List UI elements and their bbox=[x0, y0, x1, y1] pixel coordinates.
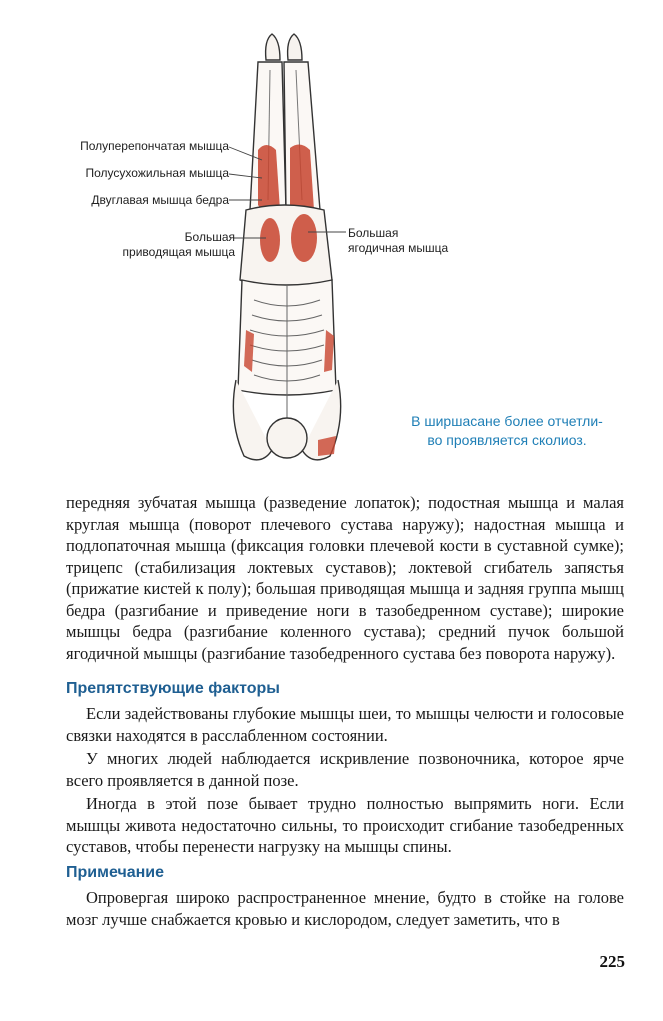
label-semimembranosus: Полуперепончатая мышца bbox=[80, 139, 229, 153]
figure-caption bbox=[392, 412, 622, 450]
paragraph-muscles bbox=[66, 492, 624, 664]
obstacles-paragraph-2: У многих людей наблюдается искривление позвоночника, которое ярче всего проявляется в данной позе. bbox=[66, 749, 624, 790]
feet bbox=[266, 34, 302, 60]
obstacles-text bbox=[66, 703, 624, 858]
paragraph-top: передняя зубчатая мышца (разведение лопаток); подостная мышца и малая круглая мышца (поворот плечевого сустава наружу); надостная мышца и подлопаточная мышца (фиксация головки плечевой кости в суставной сумке); трицепс (стабилизация локтевых суставов); локтевой сгибатель запястья (прижатие кистей к полу); большая приводящая мышца и задняя группа мышц бедра (разгибание и приведение ноги в тазобедренном суставе); широкие мышцы бедра (разгибание коленного сустава); средний пучок большой ягодичной мышцы (разгибание тазобедренного сустава без поворота наружу). bbox=[66, 493, 624, 663]
obstacles-paragraph-3: Иногда в этой позе бывает трудно полностью выпрямить ноги. Если мышцы живота недостаточно сильны, то происходит сгибание тазобедренных суставов, чтобы перенести нагрузку на мышцы спины. bbox=[66, 794, 624, 856]
anatomy-figure bbox=[0, 0, 663, 480]
pelvis bbox=[240, 205, 332, 290]
label-gluteus-line1: Большая bbox=[348, 226, 399, 240]
label-biceps-femoris: Двуглавая мышца бедра bbox=[91, 193, 229, 207]
note-text bbox=[66, 887, 624, 930]
caption-line-2: во проявляется сколиоз. bbox=[427, 432, 587, 448]
label-semitendinosus: Полусухожильная мышца bbox=[85, 166, 229, 180]
caption-line-1: В ширшасане более отчетли- bbox=[411, 413, 603, 429]
label-gluteus-line2: ягодичная мышца bbox=[348, 241, 449, 255]
page-number: 225 bbox=[599, 952, 625, 971]
heading-obstacles: Препятствующие факторы bbox=[66, 680, 280, 697]
headstand-anatomy-illustration bbox=[0, 0, 663, 480]
label-adductor-line2: приводящая мышца bbox=[122, 245, 235, 259]
note-paragraph-1: Опровергая широко распространенное мнение, будто в стойке на голове мозг лучше снабжается кровью и кислородом, следует заметить, что в bbox=[66, 888, 624, 929]
label-adductor-line1: Большая bbox=[184, 230, 235, 244]
obstacles-paragraph-1: Если задействованы глубокие мышцы шеи, то мышцы челюсти и голосовые связки находятся в расслабленном состоянии. bbox=[66, 704, 624, 745]
heading-note: Примечание bbox=[66, 864, 165, 881]
